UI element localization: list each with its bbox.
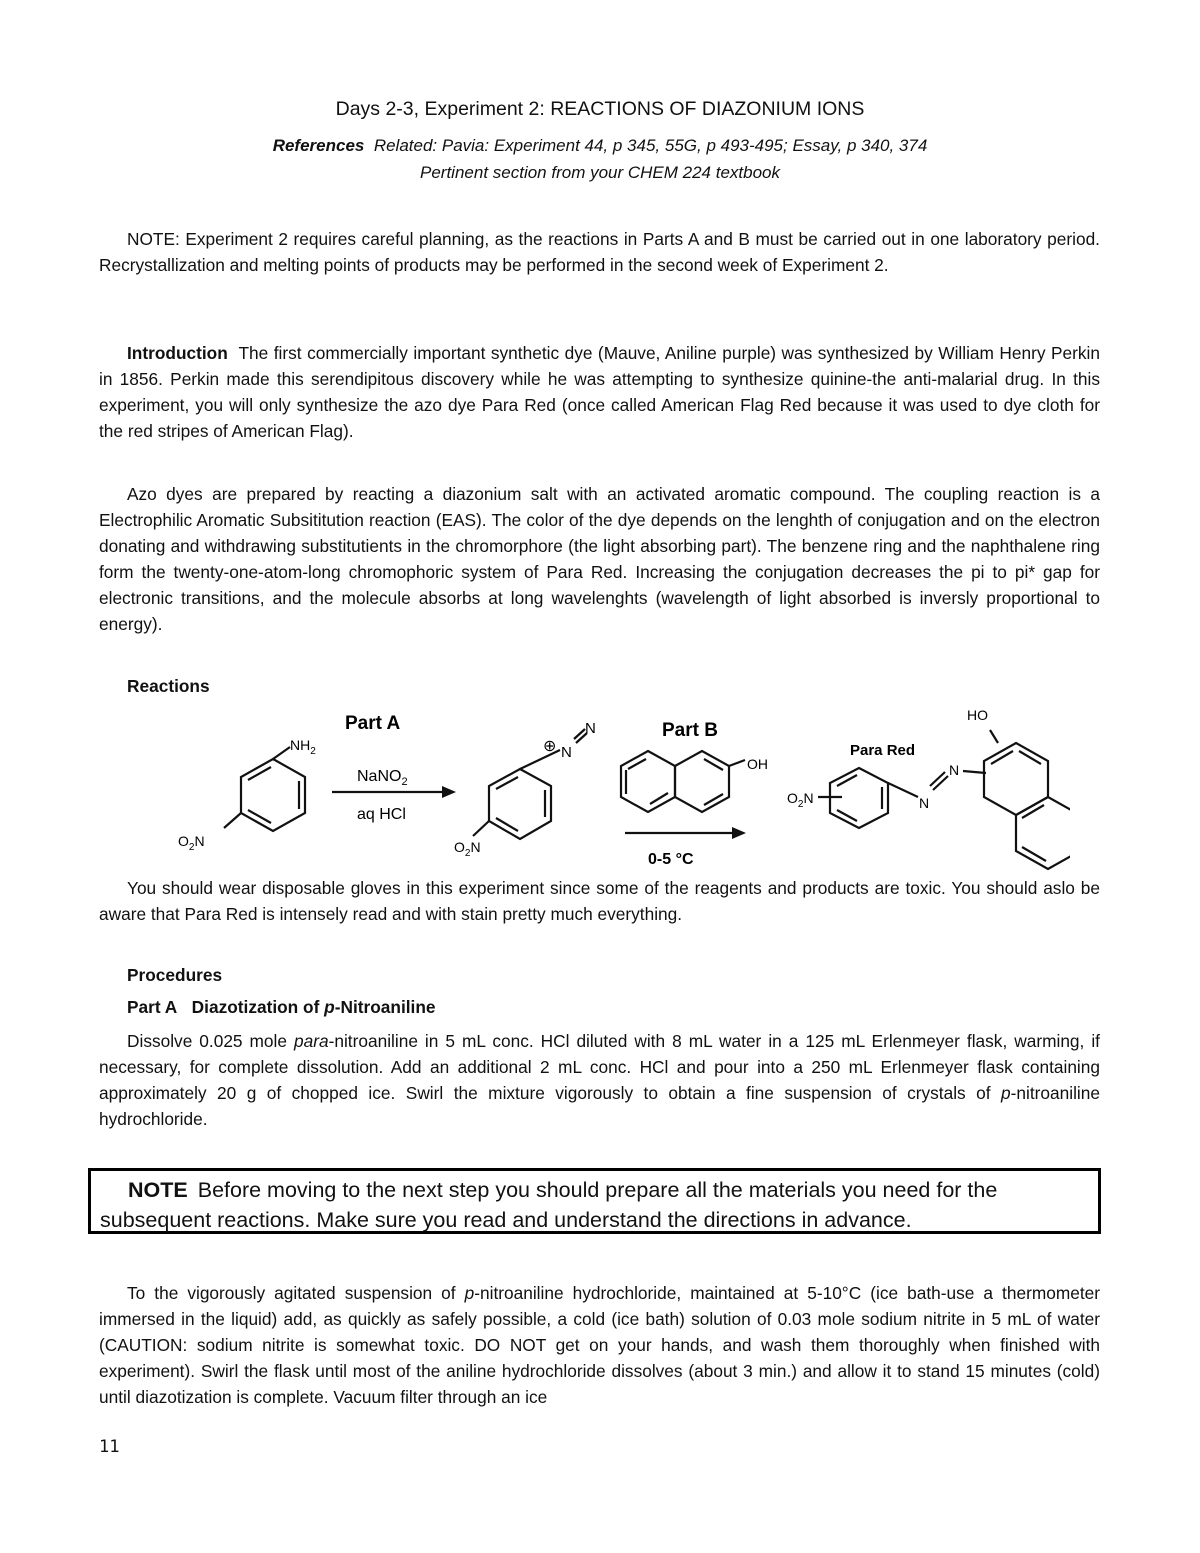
part-a-text-3: -nitroaniline hydrochloride. bbox=[99, 1083, 1100, 1129]
reactions-heading: Reactions bbox=[127, 676, 210, 696]
o2n-label-3: $O_2N$ bbox=[787, 790, 814, 810]
diazotization-paragraph bbox=[99, 1280, 1100, 1410]
part-a-text-italic-1: para bbox=[294, 1031, 329, 1051]
part-a-text-1: Dissolve 0.025 mole bbox=[127, 1031, 294, 1051]
part-a-paragraph bbox=[99, 1028, 1100, 1132]
references-label: References bbox=[272, 136, 365, 155]
naphthol-oh-label: OH bbox=[747, 756, 768, 772]
references-line-1 bbox=[0, 136, 1200, 156]
nh2-label: $NH_2$ bbox=[290, 737, 316, 757]
arrow-a-head bbox=[442, 786, 456, 798]
reagent-aq-hcl: aq HCl bbox=[357, 806, 406, 823]
note-box bbox=[88, 1168, 1101, 1234]
part-a-heading bbox=[127, 997, 436, 1018]
o2n-label-1: $O_2N$ bbox=[178, 833, 205, 853]
nitroaniline-benzene-ring bbox=[241, 759, 305, 831]
references-related: Related: Pavia: Experiment 44, p 345, 55G, p 493-495; Essay, p 340, 374 bbox=[373, 136, 928, 155]
part-b-label: Part B bbox=[662, 720, 718, 741]
document-title: Days 2-3, Experiment 2: REACTIONS OF DIAZONIUM IONS bbox=[335, 98, 865, 120]
procedures-heading: Procedures bbox=[127, 965, 223, 985]
introduction-text: The first commercially important synthetic dye (Mauve, Aniline purple) was synthesized by William Henry Perkin in 1856. Perkin made this serendipitous discovery while he was attempting to synthesize quinine-the anti-malarial drug. In this experiment, you will only synthesize the azo dye Para Red (once called American Flag Red because it was used to dye cloth for the red stripes of American Flag). bbox=[99, 343, 1100, 441]
part-a-heading-title-post: -Nitroaniline bbox=[334, 997, 436, 1017]
part-a-heading-title-pre: Diazotization of bbox=[191, 997, 325, 1017]
page-number: 11 bbox=[99, 1437, 120, 1457]
gloves-text: You should wear disposable gloves in this experiment since some of the reagents and products are toxic. You should aslo be aware that Para Red is intensely read and with stain pretty much everything. bbox=[99, 878, 1100, 924]
note-box-label: NOTE bbox=[128, 1178, 188, 1202]
para-red-ho-label: HO bbox=[967, 707, 988, 723]
part-a-text-2: -nitroaniline in 5 mL conc. HCl diluted with 8 mL water in a 125 mL Erlenmeyer flask, warming, if necessary, for complete dissolution. Add an additional 2 mL conc. HCl and pour into a 250 mL Erlenmeyer flask containing approximately 20 g of chopped ice. Swirl the mixture vigorously to obtain a fine suspension of crystals of bbox=[99, 1031, 1100, 1103]
naphthol-ring-right bbox=[675, 751, 729, 812]
note-box-text: Before moving to the next step you should prepare all the materials you need for the subsequent reactions. Make sure you read and understand the directions in advance. bbox=[100, 1178, 998, 1232]
references-line-2: Pertinent section from your CHEM 224 textbook bbox=[420, 163, 780, 182]
azo-dyes-paragraph bbox=[99, 481, 1100, 637]
reagent-nano2: NaNO$_2$ bbox=[357, 768, 408, 788]
diazotization-text-italic: p bbox=[464, 1283, 475, 1303]
azo-dyes-text: Azo dyes are prepared by reacting a diazonium salt with an activated aromatic compound. The coupling reaction is a Electrophilic Aromatic Subsititution reaction (EAS). The color of the dye depends on the lenghth of conjugation and on the electron donating and withdrawing substitutients in the chromorphore (the light absorbing part). The benzene ring and the naphthalene ring form the twenty-one-atom-long chromophoric system of Para Red. Increasing the conjugation decreases the pi to pi* gap for electronic transitions, and the molecule absorbs at long wavelenghts (wavelength of light absorbed is inversly proportional to energy). bbox=[99, 484, 1100, 634]
diazonium-n1: N bbox=[561, 744, 572, 761]
introduction-label: Introduction bbox=[127, 343, 228, 363]
part-a-heading-title-italic: p bbox=[324, 997, 335, 1017]
planning-note-paragraph bbox=[99, 226, 1100, 278]
planning-note-text: NOTE: Experiment 2 requires careful planning, as the reactions in Parts A and B must be carried out in one laboratory period. Recrystallization and melting points of products may be performed in the second week of Experiment 2. bbox=[99, 229, 1100, 275]
temperature-label: 0-5 °C bbox=[648, 851, 694, 868]
para-red-label: Para Red bbox=[850, 742, 916, 759]
para-red-naphthalene-upper bbox=[984, 743, 1048, 815]
naphthol-ring-left bbox=[621, 751, 675, 812]
diazonium-n2: N bbox=[585, 720, 596, 737]
diazotization-text-1: To the vigorously agitated suspension of bbox=[127, 1283, 465, 1303]
diazonium-benzene-ring bbox=[489, 769, 551, 839]
reaction-scheme-diagram bbox=[170, 700, 1070, 875]
part-a-text-italic-2: p bbox=[1001, 1083, 1011, 1103]
part-a-heading-label: Part A bbox=[127, 997, 178, 1017]
o2n-label-2: $O_2N$ bbox=[454, 839, 481, 859]
azo-n2: N bbox=[949, 762, 960, 778]
arrow-b-head bbox=[732, 827, 746, 839]
azo-n1: N bbox=[919, 795, 930, 811]
gloves-paragraph bbox=[99, 875, 1100, 927]
part-a-label: Part A bbox=[345, 713, 401, 734]
introduction-paragraph bbox=[99, 340, 1100, 444]
plus-charge: ⊕ bbox=[543, 738, 557, 755]
diazotization-text-2: -nitroaniline hydrochloride, maintained at 5-10°C (ice bath-use a thermometer immersed in the liquid) add, as quickly as safely possible, a cold (ice bath) solution of 0.03 mole sodium nitrite in 5 mL of water (CAUTION: sodium nitrite is somewhat toxic. DO NOT get on your hands, and wash them thoroughly when finished with experiment). Swirl the flask until most of the aniline hydrochloride dissolves (about 3 min.) and allow it to stand 15 minutes (cold) until diazotization is complete. Vacuum filter through an ice bbox=[99, 1283, 1100, 1407]
